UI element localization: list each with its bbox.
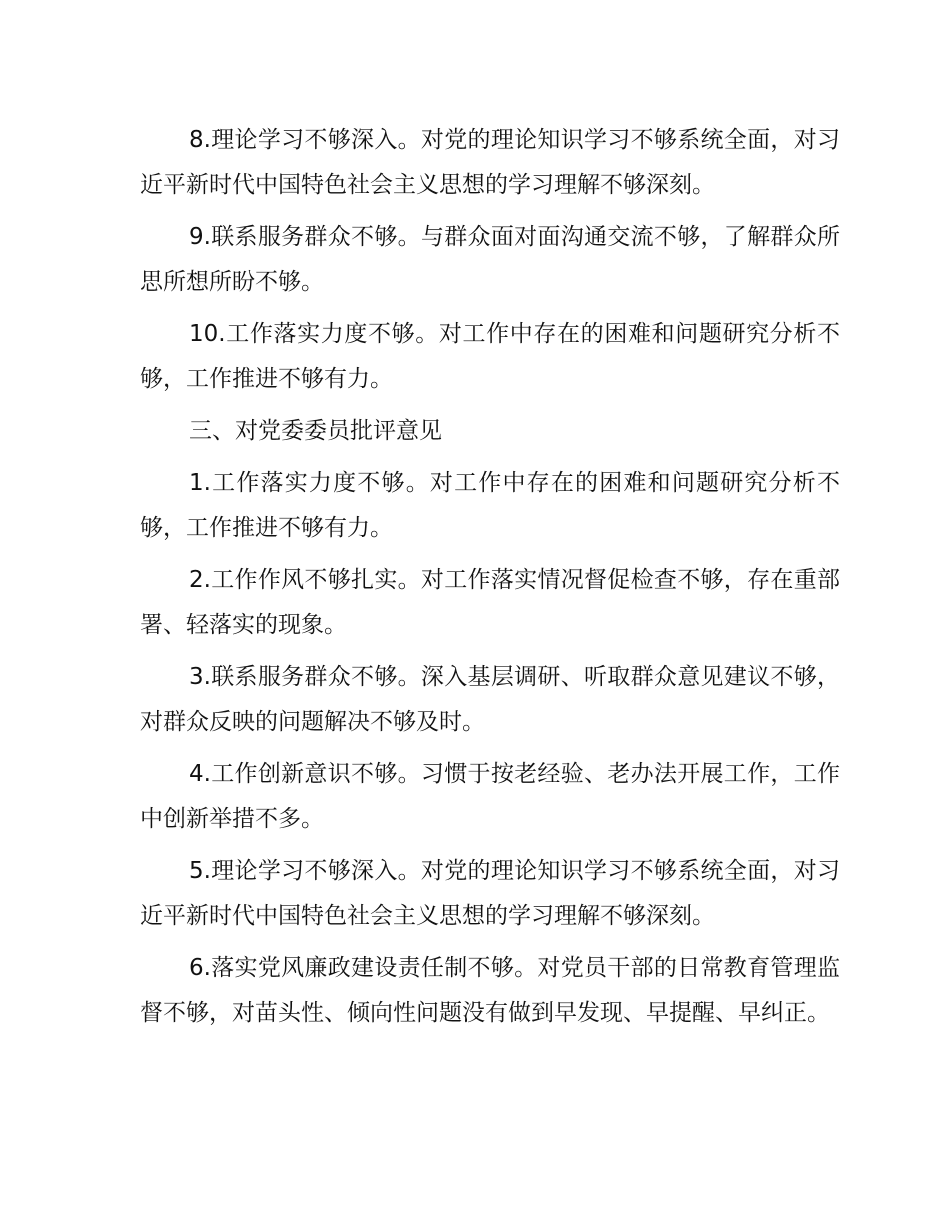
paragraph-item-3: 3.联系服务群众不够。深入基层调研、听取群众意见建议不够，对群众反映的问题解决不够及时。	[140, 664, 840, 735]
paragraph-item-8: 8.理论学习不够深入。对党的理论知识学习不够系统全面，对习近平新时代中国特色社会主义思想的学习理解不够深刻。	[140, 127, 840, 198]
section-heading: 三、对党委委员批评意见	[189, 418, 442, 444]
paragraph-item-2: 2.工作作风不够扎实。对工作落实情况督促检查不够，存在重部署、轻落实的现象。	[140, 567, 840, 638]
paragraph-item-10: 10.工作落实力度不够。对工作中存在的困难和问题研究分析不够，工作推进不够有力。	[140, 321, 840, 392]
document-body	[140, 118, 840, 1043]
paragraph-item-4: 4.工作创新意识不够。习惯于按老经验、老办法开展工作，工作中创新举措不多。	[140, 761, 840, 832]
paragraph-item-5: 5.理论学习不够深入。对党的理论知识学习不够系统全面，对习近平新时代中国特色社会主义思想的学习理解不够深刻。	[140, 858, 840, 929]
paragraph-item-1: 1.工作落实力度不够。对工作中存在的困难和问题研究分析不够，工作推进不够有力。	[140, 470, 840, 541]
paragraph-item-6: 6.落实党风廉政建设责任制不够。对党员干部的日常教育管理监督不够，对苗头性、倾向性问题没有做到早发现、早提醒、早纠正。	[140, 955, 840, 1026]
paragraph-item-9: 9.联系服务群众不够。与群众面对面沟通交流不够，了解群众所思所想所盼不够。	[140, 224, 840, 295]
